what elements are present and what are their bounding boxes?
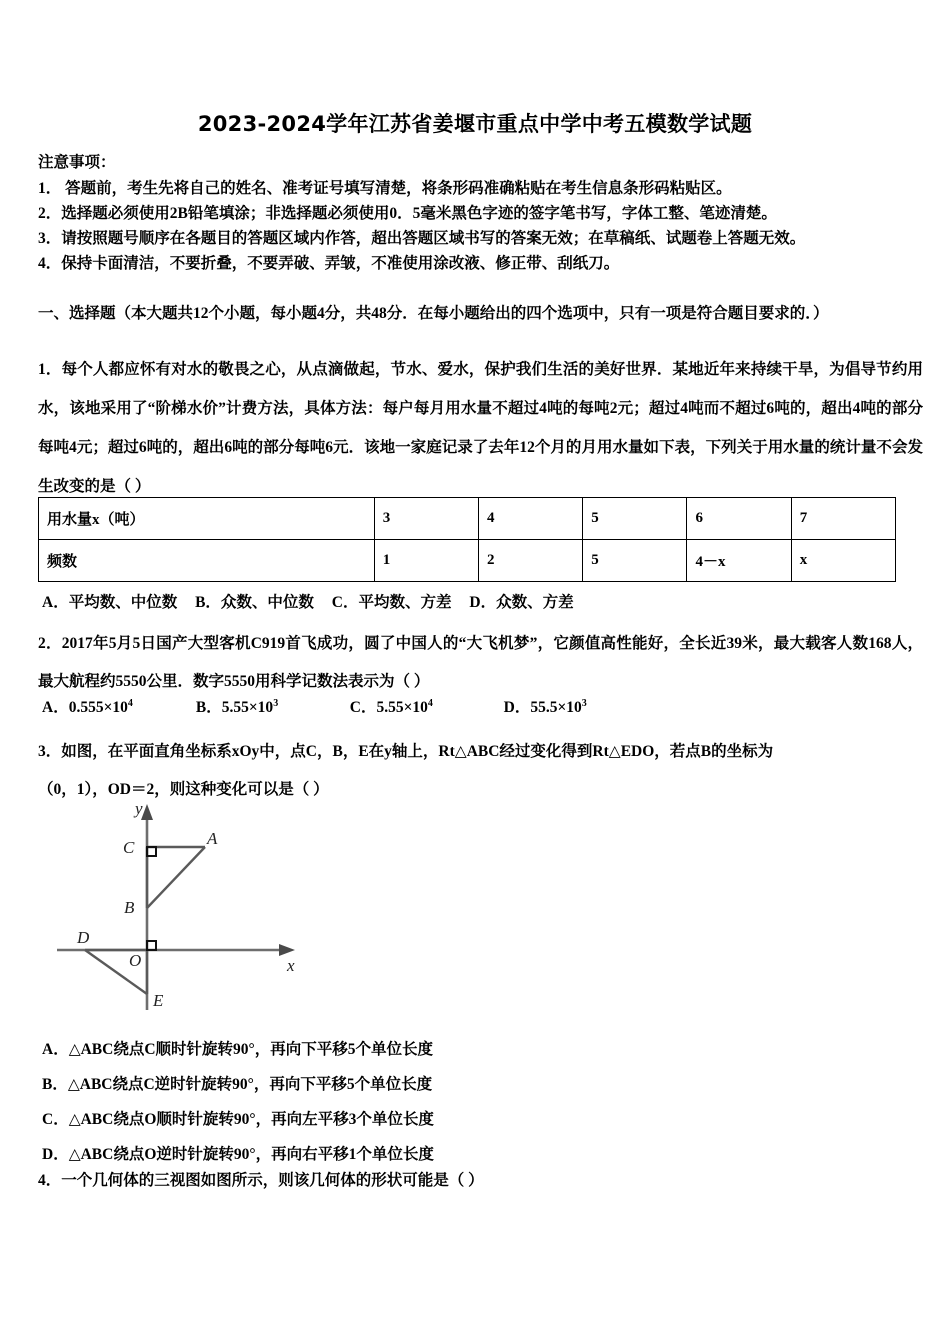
table-row-frequency [39,540,896,582]
question-2-option-a-letter: A． [42,699,69,716]
question-2-option-a-value: 0.555×10 [68,699,128,716]
note-item-1: 1． 答题前，考生先将自己的姓名、准考证号填写清楚，将条形码准确粘贴在考生信息条形码粘贴区。 [38,180,732,197]
x-axis-label: x [287,956,295,975]
table-cell-usage-4: 6 [687,498,791,540]
point-label-D: D [77,928,90,947]
coordinate-plane-svg [55,798,345,1013]
question-2-option-d-letter: D． [503,699,531,716]
note-item-2: 2．选择题必须使用2B铅笔填涂；非选择题必须使用0．5毫米黑色字迹的签字笔书写，字体工整、笔迹清楚。 [38,205,777,222]
point-label-A: A [207,829,218,848]
question-2-option-b-letter: B． [195,699,222,716]
question-3-stem-line-2: （0，1），OD＝2，则这种变化可以是（ ） [38,781,329,798]
question-2-option-c-value: 5.55×10 [376,699,428,716]
question-4-stem: 4．一个几何体的三视图如图所示，则该几何体的形状可能是（ ） [38,1172,484,1189]
right-angle-marker-C [147,847,156,856]
question-2-option-c [350,695,500,717]
table-cell-freq-4: 4－x [687,540,791,582]
table-cell-freq-2: 2 [479,540,583,582]
note-item-4: 4．保持卡面清洁，不要折叠，不要弄破、弄皱，不准使用涂改液、修正带、刮纸刀。 [38,255,620,272]
exam-notes-block [38,150,918,276]
question-3-coordinate-figure [55,798,345,1018]
table-cell-row-label-frequency: 频数 [39,540,375,582]
question-2-option-d-exponent: 3 [581,697,587,709]
question-2-option-b-value: 5.55×10 [221,699,274,716]
note-item-3: 3．请按照题号顺序在各题目的答题区域内作答，超出答题区域书写的答案无效；在草稿纸、试题卷上答题无效。 [38,230,806,247]
question-3-option-a: A．△ABC绕点C顺时针旋转90°，再向下平移5个单位长度 [42,1041,433,1058]
question-2-options [42,695,654,717]
question-3-stem-line-1: 3．如图，在平面直角坐标系xOy中，点C，B，E在y轴上，Rt△ABC经过变化得到Rt△EDO，若点B的坐标为 [38,743,774,760]
table-cell-usage-3: 5 [583,498,687,540]
table-cell-freq-5: x [791,540,895,582]
question-3-option-b: B．△ABC绕点C逆时针旋转90°，再向下平移5个单位长度 [42,1076,433,1093]
question-2-option-d [504,695,654,717]
table-cell-row-label-usage: 用水量x（吨） [39,498,375,540]
question-3-options [42,1032,434,1172]
table-cell-usage-5: 7 [791,498,895,540]
question-1-option-a: A．平均数、中位数 [42,594,178,611]
question-2-option-b [196,695,346,717]
water-usage-table [38,497,896,582]
question-1-stem: 1．每个人都应怀有对水的敬畏之心，从点滴做起，节水、爱水，保护我们生活的美好世界．某地近年来持续干旱，为倡导节约用水，该地采用了“阶梯水价”计费方法，具体方法：每户每月用水量不超过4吨的每吨2元；超过4吨而不超过6吨的，超出4吨的部分每吨4元；超过6吨的，超出6吨的部分每吨6元．该地一家庭记录了去年12个月的月用水量如下表，下列关于用水量的统计量不会发生改变的是（ ） [38,361,923,495]
question-2-stem: 2．2017年5月5日国产大型客机C919首飞成功，圆了中国人的“大飞机梦”，它颜值高性能好，全长近39米，最大载客人数168人，最大航程约5550公里．数字5550用科学记数法表示为（ ） [38,635,923,690]
question-2-option-a [42,695,192,717]
point-label-C: C [123,838,135,857]
notes-heading: 注意事项： [38,154,116,171]
x-axis-arrow-icon [279,944,295,956]
question-1-option-c: C．平均数、方差 [331,594,452,611]
table-cell-usage-2: 4 [479,498,583,540]
question-3-option-d: D．△ABC绕点O逆时针旋转90°，再向右平移1个单位长度 [42,1146,434,1163]
table-cell-usage-1: 3 [374,498,478,540]
point-label-E: E [153,991,164,1010]
question-2-option-c-exponent: 4 [427,697,433,709]
table-row-usage [39,498,896,540]
question-1-options [42,590,588,612]
y-axis-arrow-icon [141,804,153,820]
question-3-option-c: C．△ABC绕点O顺时针旋转90°，再向左平移3个单位长度 [42,1111,434,1128]
point-label-O: O [129,951,142,970]
question-2-option-c-letter: C． [349,699,377,716]
point-label-B: B [124,898,135,917]
question-1-option-d: D．众数、方差 [469,594,574,611]
section-heading-multiple-choice: 一、选择题（本大题共12个小题，每小题4分，共48分．在每小题给出的四个选项中，只有一项是符合题目要求的．） [38,305,829,322]
question-2-option-a-exponent: 4 [127,697,133,709]
question-1-option-b: B．众数、中位数 [195,594,314,611]
page-title: 2023-2024学年江苏省姜堰市重点中学中考五模数学试题 [197,112,753,136]
table-cell-freq-1: 1 [374,540,478,582]
y-axis-label: y [135,799,143,818]
question-2-option-d-value: 55.5×10 [530,699,582,716]
right-angle-marker-O [147,941,156,950]
question-2-option-b-exponent: 3 [273,697,279,709]
table-cell-freq-3: 5 [583,540,687,582]
